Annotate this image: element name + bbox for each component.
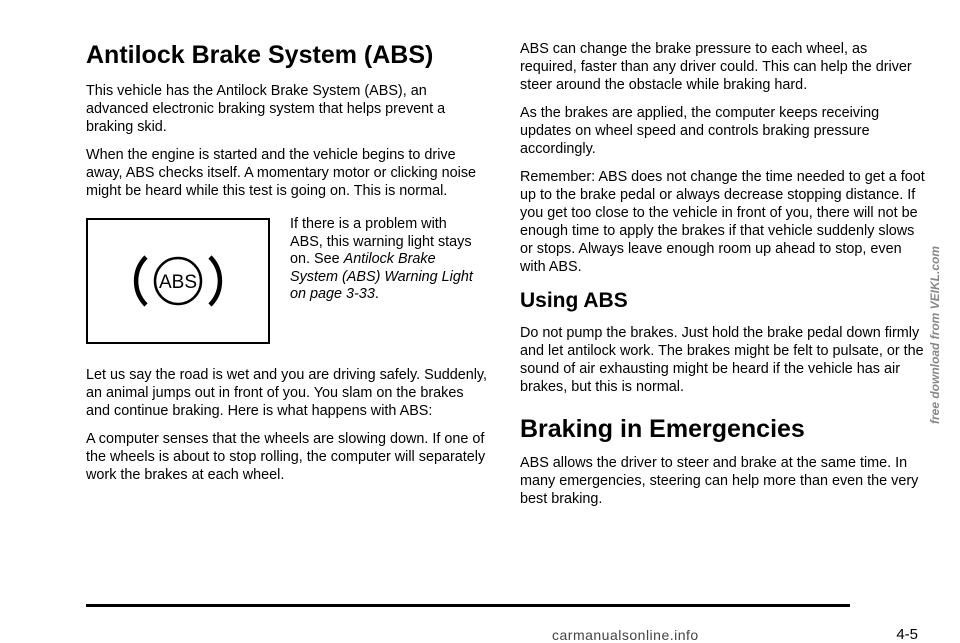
vertical-watermark: free download from VEIKL.com <box>928 245 942 425</box>
right-column <box>520 40 925 518</box>
left-column <box>86 40 491 494</box>
using-abs-heading: Using ABS <box>520 289 628 312</box>
warning-light-reference-link[interactable]: Antilock Brake System (ABS) Warning Light on page 3-33 <box>290 251 473 302</box>
scenario-paragraph: Let us say the road is wet and you are driving safely. Suddenly, an animal jumps out in front of you. You slam on the brakes and continue braking. Here is what happens with ABS: <box>86 367 488 419</box>
warning-caption-end: . <box>374 286 379 302</box>
self-check-paragraph: When the engine is started and the vehicle begins to drive away, ABS checks itself. A momentary motor or clicking noise might be heard while this test is going on. This is normal. <box>86 147 477 199</box>
updates-paragraph: As the brakes are applied, the computer keeps receiving updates on wheel speed and controls braking pressure accordingly. <box>520 105 880 157</box>
abs-icon-label: ABS <box>158 272 198 293</box>
intro-paragraph: This vehicle has the Antilock Brake System (ABS), an advanced electronic braking system that helps prevent a braking skid. <box>86 83 446 135</box>
computer-senses-paragraph: A computer senses that the wheels are slowing down. If one of the wheels is about to stop rolling, the computer will separately work the brakes at each wheel. <box>86 431 486 483</box>
abs-warning-icon <box>133 249 223 313</box>
warning-light-section <box>86 218 491 344</box>
abs-warning-light-figure <box>86 218 270 344</box>
footer-brand: carmanualsonline.info <box>552 627 699 643</box>
remember-paragraph: Remember: ABS does not change the time needed to get a foot up to the brake pedal or always decrease stopping distance. If you get too close to the vehicle in front of you, there will not be enough time to apply the brakes if that vehicle suddenly slows or stops. Always leave enough room up ahead to stop, even with ABS. <box>520 169 925 275</box>
footer-rule <box>86 604 850 607</box>
using-abs-paragraph: Do not pump the brakes. Just hold the brake pedal down firmly and let antilock work. The brakes might be felt to pulsate, or the sound of air exhausting might be heard if the vehicle has air brakes, but this is normal. <box>520 325 924 395</box>
warning-caption-text: If there is a problem with ABS, this warning light stays on. See <box>290 216 472 267</box>
page-title: Antilock Brake System (ABS) <box>86 41 434 69</box>
braking-emergencies-heading: Braking in Emergencies <box>520 415 805 443</box>
page-number: 4-5 <box>896 626 918 643</box>
warning-light-caption <box>290 216 480 344</box>
emergencies-paragraph: ABS allows the driver to steer and brake at the same time. In many emergencies, steering can help more than even the very best braking. <box>520 455 919 507</box>
brake-pressure-paragraph: ABS can change the brake pressure to each wheel, as required, faster than any driver could. This can help the driver steer around the obstacle while braking hard. <box>520 41 912 93</box>
